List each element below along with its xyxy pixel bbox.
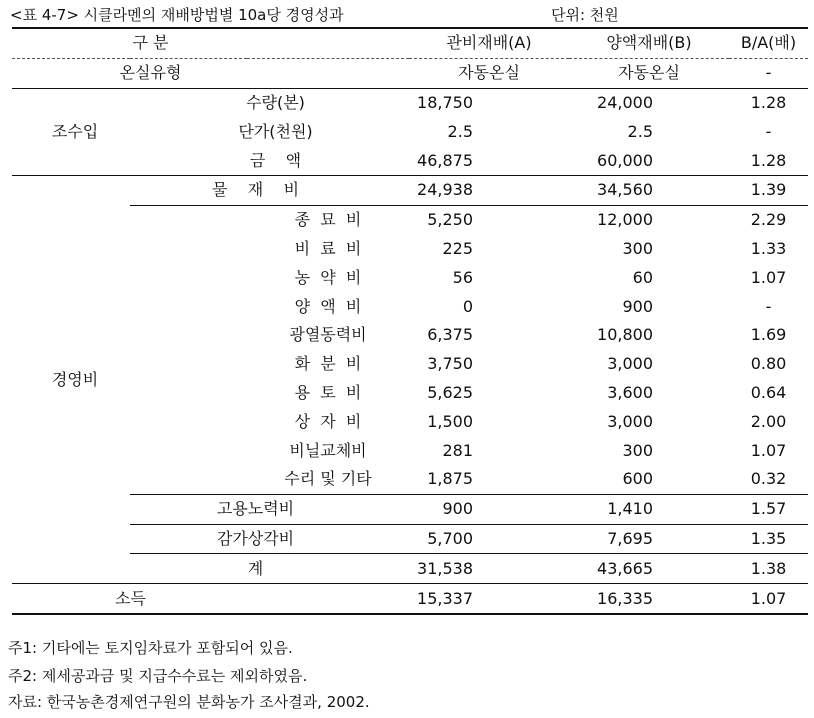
revenue-item-b: 60,000: [597, 150, 653, 170]
costs-total-a: 31,538: [409, 554, 569, 584]
table-row: [12, 117, 808, 146]
material-item-label: 광열동력비: [289, 325, 367, 345]
material-item-b: 12,000: [569, 205, 729, 234]
table-row: [12, 88, 808, 117]
revenue-group-label: 조수입: [12, 88, 130, 175]
labor-cost-b: 1,410: [569, 494, 729, 524]
material-item-b: 10,800: [597, 325, 653, 345]
material-item-label: 화 분 비: [294, 354, 362, 374]
greenhouse-type-label: 온실유형: [119, 63, 182, 83]
table-row: [12, 494, 808, 524]
revenue-item-label: 수량(본): [130, 88, 409, 117]
table-row: [12, 524, 808, 554]
material-item-b: 3,000: [607, 354, 653, 374]
costs-total-b: 43,665: [569, 554, 729, 584]
table-row: [12, 554, 808, 584]
greenhouse-type-row: [12, 58, 808, 88]
depreciation-ratio: 1.35: [729, 524, 808, 554]
revenue-item-ratio: -: [765, 121, 772, 141]
depreciation-label: 감가상각비: [130, 524, 409, 554]
material-item-a: 3,750: [427, 354, 473, 374]
material-item-ratio: 1.07: [750, 440, 787, 460]
management-results-table: [12, 27, 808, 615]
costs-group-label: 경영비: [12, 175, 130, 583]
material-item-ratio: 1.07: [750, 267, 787, 287]
material-item-ratio: 1.69: [750, 325, 787, 345]
material-item-a: 1,875: [427, 469, 473, 489]
material-item-label: 상 자 비: [294, 411, 362, 431]
material-item-b: 300: [622, 238, 653, 258]
labor-cost-a: 900: [409, 494, 569, 524]
header-col-a: 관비재배(A): [409, 28, 569, 58]
income-b: 16,335: [569, 584, 729, 614]
greenhouse-type-b: 자동온실: [618, 63, 680, 83]
depreciation-b: 7,695: [569, 524, 729, 554]
material-item-label: 용 토 비: [294, 382, 362, 402]
material-item-ratio: 0.64: [750, 382, 787, 402]
header-col-b: 양액재배(B): [569, 28, 729, 58]
material-items-indent: [130, 205, 247, 494]
material-item-label: 농 약 비: [294, 267, 362, 287]
material-item-label: 수리 및 기타: [284, 469, 372, 489]
income-row: [12, 584, 808, 614]
material-item-ratio: -: [765, 296, 772, 316]
table-caption: <표 4-7> 시클라멘의 재배방법별 10a당 경영성과: [10, 6, 344, 24]
material-item-a: 225: [442, 238, 473, 258]
income-a: 15,337: [409, 584, 569, 614]
header-row: [12, 28, 808, 58]
revenue-item-label: 단가(천원): [238, 121, 313, 141]
revenue-item-a: 46,875: [417, 150, 473, 170]
depreciation-a: 5,700: [409, 524, 569, 554]
material-item-label: 종 묘 비: [247, 205, 409, 234]
labor-cost-ratio: 1.57: [729, 494, 808, 524]
header-col-ratio: B/A(배): [729, 28, 808, 58]
header-category: 구 분: [12, 28, 409, 58]
greenhouse-type-a: 자동온실: [458, 63, 520, 83]
note-1: 주1: 기타에는 토지임차료가 포함되어 있음.: [8, 639, 293, 657]
table-row: [12, 146, 808, 175]
material-item-a: 56: [452, 267, 473, 287]
material-cost-ratio: 1.39: [729, 175, 808, 205]
revenue-item-label: 금 액: [249, 150, 302, 170]
material-item-a: 1,500: [427, 411, 473, 431]
revenue-item-a: 2.5: [447, 121, 473, 141]
material-item-b: 300: [622, 440, 653, 460]
material-item-a: 281: [442, 440, 473, 460]
income-ratio: 1.07: [729, 584, 808, 614]
material-item-b: 60: [632, 267, 653, 287]
revenue-item-ratio: 1.28: [729, 88, 808, 117]
income-label: 소득: [12, 584, 409, 614]
material-item-a: 0: [462, 296, 473, 316]
material-item-label: 비닐교체비: [289, 440, 367, 460]
costs-total-label: 계: [130, 554, 409, 584]
material-item-b: 3,600: [607, 382, 653, 402]
material-cost-b: 34,560: [569, 175, 729, 205]
material-item-label: 양 액 비: [294, 296, 362, 316]
revenue-item-a: 18,750: [409, 88, 569, 117]
table-row: [12, 175, 808, 205]
material-item-a: 6,375: [427, 325, 473, 345]
material-item-ratio: 2.29: [729, 205, 808, 234]
material-item-ratio: 0.80: [750, 354, 787, 374]
greenhouse-type-ratio: -: [765, 63, 772, 83]
labor-cost-label: 고용노력비: [130, 494, 409, 524]
material-item-ratio: 2.00: [750, 411, 787, 431]
material-item-b: 3,000: [607, 411, 653, 431]
source-note: 자료: 한국농촌경제연구원의 분화농가 조사결과, 2002.: [8, 693, 370, 711]
revenue-item-b: 2.5: [627, 121, 653, 141]
unit-label: 단위: 천원: [551, 6, 619, 24]
material-cost-a: 24,938: [409, 175, 569, 205]
revenue-item-ratio: 1.28: [750, 150, 787, 170]
material-item-b: 900: [622, 296, 653, 316]
material-item-label: 비 료 비: [294, 238, 362, 258]
material-item-a: 5,625: [427, 382, 473, 402]
costs-total-ratio: 1.38: [729, 554, 808, 584]
note-2: 주2: 제세공과금 및 지급수수료는 제외하였음.: [8, 667, 308, 685]
material-item-b: 600: [622, 469, 653, 489]
table-row: [12, 205, 808, 234]
revenue-item-b: 24,000: [569, 88, 729, 117]
material-item-a: 5,250: [409, 205, 569, 234]
material-cost-label: 물 재 비: [130, 175, 409, 205]
material-item-ratio: 0.32: [750, 469, 787, 489]
material-item-ratio: 1.33: [750, 238, 787, 258]
